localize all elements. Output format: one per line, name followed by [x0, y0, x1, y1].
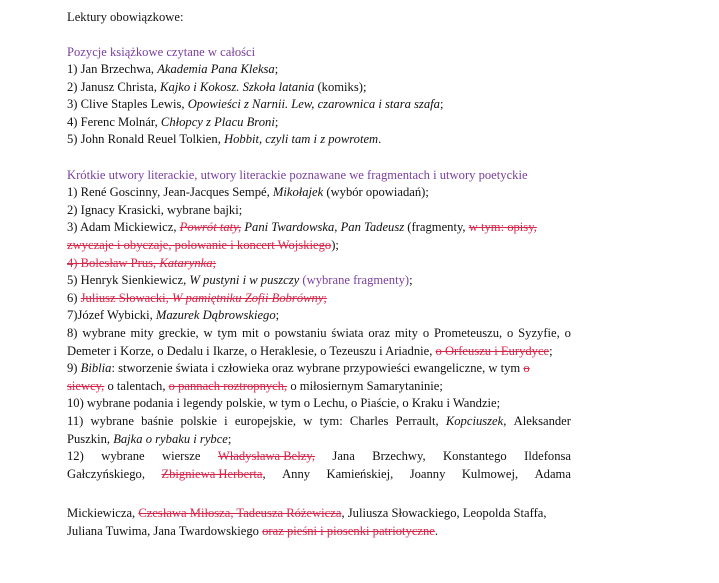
list-item: 3) Clive Staples Lewis, Opowieści z Narnii. Lew, czarownica i stara szafa; — [67, 97, 444, 111]
section-heading-full-books: Pozycje książkowe czytane w całości — [67, 45, 256, 59]
book-title: Hobbit, czyli tam i z powrotem — [224, 132, 379, 146]
list-item: 5) John Ronald Reuel Tolkien, Hobbit, czyli tam i z powrotem. — [67, 132, 382, 146]
list-item-continuation: Mickiewicza, Czesława Miłosza, Tadeusza Różewicza, Juliusza Słowackiego, Leopolda Staffa, — [67, 506, 547, 520]
list-item-continuation: Juliana Tuwima, Jana Twardowskiego oraz pieśni i piosenki patriotyczne. — [67, 524, 439, 538]
deleted-text: Juliusz Słowacki, — [80, 291, 172, 305]
page-title: Lektury obowiązkowe: — [67, 10, 184, 24]
list-item: 10) wybrane podania i legendy polskie, w tym o Lechu, o Piaście, o Kraku i Wandzie; — [67, 396, 501, 410]
deleted-text: ; — [212, 256, 217, 270]
list-item-continuation: siewcy, o talentach, o pannach roztropnych, o miłosiernym Samarytaninie; — [67, 379, 443, 393]
section-heading-short-works: Krótkie utwory literackie, utwory literackie poznawane we fragmentach i utwory poetyckie — [67, 168, 528, 182]
deleted-text: Katarynka — [159, 256, 213, 270]
list-item: 8) wybrane mity greckie, w tym mit o powstaniu świata oraz mity o Prometeuszu, o Syzyfie, o — [67, 326, 571, 340]
list-item: 2) Ignacy Krasicki, wybrane bajki; — [67, 203, 243, 217]
list-item: 5) Henryk Sienkiewicz, W pustyni i w puszczy (wybrane fragmenty); — [67, 273, 413, 287]
deleted-text: o pannach roztropnych, — [168, 379, 288, 393]
deleted-text: ; — [323, 291, 327, 305]
list-item: 6) Juliusz Słowacki, W pamiętniku Zofii Bobrówny; — [67, 291, 327, 305]
deleted-text: o — [523, 361, 530, 375]
list-item: 3) Adam Mickiewicz, Powrót taty, Pani Twardowska, Pan Tadeusz (fragmenty, w tym: opisy, — [67, 220, 537, 234]
deleted-text: w tym: opisy, — [468, 220, 537, 234]
list-item-continuation: Gałczyńskiego, Zbigniewa Herberta, Anny Kamieńskiej, Joanny Kulmowej, Adama — [67, 467, 571, 481]
book-title: Kajko i Kokosz. Szkoła latania — [160, 80, 315, 94]
list-item: 4) Ferenc Molnár, Chłopcy z Placu Broni; — [67, 115, 279, 129]
deleted-text: Powrót taty, — [179, 220, 242, 234]
list-item: 7)Józef Wybicki, Mazurek Dąbrowskiego; — [67, 308, 280, 322]
list-item-continuation: zwyczaje i obyczaje, polowanie i koncert Wojskiego); — [67, 238, 339, 252]
book-title: Akademia Pana Kleksa — [157, 62, 275, 76]
list-item: 1) Jan Brzechwa, Akademia Pana Kleksa; — [67, 62, 279, 76]
deleted-text: Zbigniewa Herberta — [161, 467, 263, 481]
deleted-text: oraz pieśni i piosenki patriotyczne — [262, 524, 435, 538]
deleted-text: 4) Bolesław Prus, — [67, 256, 160, 270]
book-title: Opowieści z Narnii. Lew, czarownica i stara szafa — [187, 97, 440, 111]
deleted-text: o Orfeuszu i Eurydyce — [435, 344, 550, 358]
list-item: 11) wybrane baśnie polskie i europejskie, w tym: Charles Perrault, Kopciuszek, Aleksander — [67, 414, 571, 428]
list-item: 9) Biblia: stworzenie świata i człowieka oraz wybrane przypowieści ewangeliczne, w tym o — [67, 361, 530, 375]
deleted-text: siewcy, — [67, 379, 105, 393]
book-title: Chłopcy z Placu Broni — [160, 115, 275, 129]
deleted-text: Władysława Bełzy, — [217, 449, 315, 463]
list-item: 2) Janusz Christa, Kajko i Kokosz. Szkoła latania (komiks); — [67, 80, 367, 94]
list-item-continuation: Demeter i Korze, o Dedalu i Ikarze, o Heraklesie, o Tezeuszu i Ariadnie, o Orfeuszu i Eurydyce; — [67, 344, 553, 358]
deleted-text: Czesława Miłosza, Tadeusza Różewicza — [138, 506, 342, 520]
list-item: 12) wybrane wiersze Władysława Bełzy, Jana Brzechwy, Konstantego Ildefonsa — [67, 449, 571, 463]
list-item-continuation: Puszkin, Bajka o rybaku i rybce; — [67, 432, 232, 446]
deleted-text: W pamiętniku Zofii Bobrówny — [171, 291, 324, 305]
list-item — [67, 255, 216, 271]
deleted-text: zwyczaje i obyczaje, polowanie i koncert Wojskiego — [67, 238, 332, 252]
list-item: 1) René Goscinny, Jean-Jacques Sempé, Mikołajek (wybór opowiadań); — [67, 185, 429, 199]
